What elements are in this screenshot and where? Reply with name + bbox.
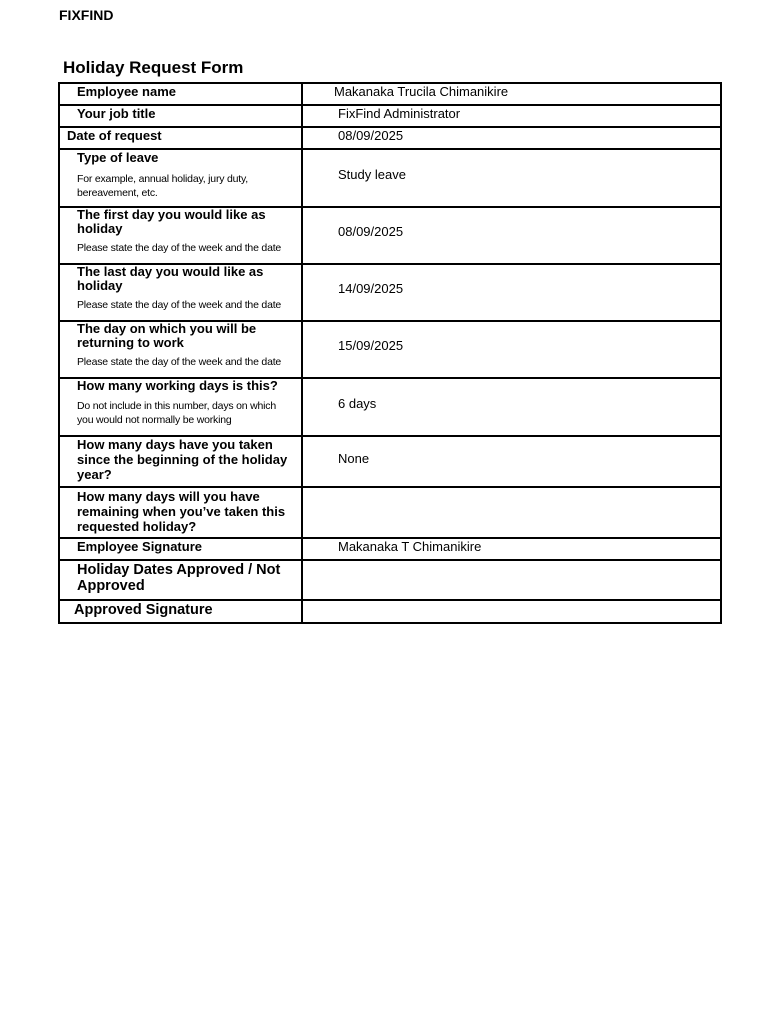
value-cell[interactable] <box>302 487 721 538</box>
working-days-hint: Do not include in this number, days on which you would not normally be working <box>77 400 276 426</box>
value-cell[interactable] <box>302 600 721 623</box>
label-cell <box>59 600 302 623</box>
days-remaining-label: How many days will you have remaining when you’ve taken this requested holiday? <box>77 489 286 534</box>
label-cell <box>59 105 302 127</box>
last-day-label: The last day you would like as holiday <box>77 264 264 293</box>
value-cell[interactable] <box>302 105 721 127</box>
label-cell <box>59 264 302 321</box>
value-cell[interactable] <box>302 321 721 378</box>
first-day-hint: Please state the day of the week and the date <box>77 242 282 254</box>
company-name: FIXFIND <box>59 7 114 23</box>
last-day-hint: Please state the day of the week and the date <box>77 299 282 311</box>
value-cell[interactable] <box>302 538 721 560</box>
label-cell <box>59 149 302 207</box>
label-cell <box>59 538 302 560</box>
working-days-label: How many working days is this? <box>77 378 278 393</box>
row-date-of-request <box>59 127 721 149</box>
row-days-remaining <box>59 487 721 538</box>
employee-name-value: Makanaka Trucila Chimanikire <box>334 84 509 99</box>
approved-signature-label: Approved Signature <box>74 602 213 618</box>
label-cell <box>59 487 302 538</box>
dates-approved-label: Holiday Dates Approved / Not Approved <box>77 562 281 594</box>
row-first-day <box>59 207 721 264</box>
label-cell <box>59 436 302 487</box>
value-cell[interactable] <box>302 560 721 600</box>
label-cell <box>59 560 302 600</box>
holiday-request-table <box>58 82 722 624</box>
form-title: Holiday Request Form <box>63 58 244 77</box>
label-cell <box>59 83 302 105</box>
return-day-value: 15/09/2025 <box>338 338 404 353</box>
row-dates-approved <box>59 560 721 600</box>
employee-signature-label: Employee Signature <box>77 539 202 554</box>
last-day-value: 14/09/2025 <box>338 281 404 296</box>
days-taken-value: None <box>338 451 370 466</box>
job-title-value: FixFind Administrator <box>338 106 461 121</box>
row-job-title <box>59 105 721 127</box>
value-cell[interactable] <box>302 83 721 105</box>
type-of-leave-label: Type of leave <box>77 150 159 165</box>
value-cell[interactable] <box>302 207 721 264</box>
label-cell <box>59 378 302 436</box>
value-cell[interactable] <box>302 378 721 436</box>
date-of-request-value: 08/09/2025 <box>338 128 404 143</box>
type-of-leave-value: Study leave <box>338 167 406 182</box>
label-cell <box>59 207 302 264</box>
return-day-label: The day on which you will be returning to work <box>77 321 257 350</box>
row-employee-signature <box>59 538 721 560</box>
job-title-label: Your job title <box>77 106 156 121</box>
days-taken-label: How many days have you taken since the beginning of the holiday year? <box>77 437 288 482</box>
row-employee-name <box>59 83 721 105</box>
row-approved-signature <box>59 600 721 623</box>
employee-signature-value: Makanaka T Chimanikire <box>338 539 482 554</box>
first-day-label: The first day you would like as holiday <box>77 207 266 236</box>
value-cell[interactable] <box>302 149 721 207</box>
employee-name-label: Employee name <box>77 84 176 99</box>
row-type-of-leave <box>59 149 721 207</box>
label-cell <box>59 321 302 378</box>
row-days-taken <box>59 436 721 487</box>
value-cell[interactable] <box>302 127 721 149</box>
date-of-request-label: Date of request <box>67 128 162 143</box>
row-last-day <box>59 264 721 321</box>
first-day-value: 08/09/2025 <box>338 224 404 239</box>
working-days-value: 6 days <box>338 396 377 411</box>
value-cell[interactable] <box>302 436 721 487</box>
value-cell[interactable] <box>302 264 721 321</box>
type-of-leave-hint: For example, annual holiday, jury duty, bereavement, etc. <box>77 173 248 199</box>
row-working-days <box>59 378 721 436</box>
return-day-hint: Please state the day of the week and the date <box>77 356 282 368</box>
row-return-day <box>59 321 721 378</box>
label-cell <box>59 127 302 149</box>
